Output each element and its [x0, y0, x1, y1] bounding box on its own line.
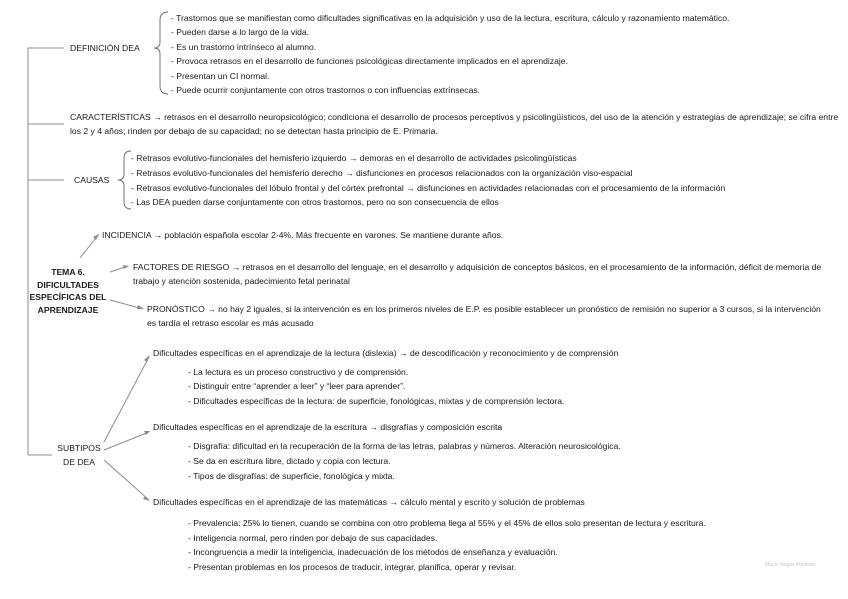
definicion-item: - Puede ocurrir conjuntamente con otros trastornos o con influencias extrínsecas. [171, 85, 481, 95]
arrowhead-escritura [144, 431, 150, 435]
causas-label: CAUSAS [74, 175, 110, 185]
arrowhead-incidencia [93, 234, 99, 240]
subtipo-heading-escritura: Dificultades específicas en el aprendizaje de la escritura → disgrafías y composición escrita [153, 422, 503, 432]
subtipo-item: - Tipos de disgrafías: de superficie, fonológica y mixta. [188, 471, 395, 481]
subtipo-item: - Se da en escritura libre, dictado y copia con lectura. [188, 456, 391, 466]
brace-causas [118, 151, 131, 209]
definicion-label: DEFINICIÓN DEA [70, 43, 140, 53]
subtipo-item: - Disgrafía: dificultad en la recuperación de la forma de las letras, palabras y números. Alteración neurosicológica. [188, 441, 621, 451]
center-title: TEMA 6. DIFICULTADES ESPECÍFICAS DEL APRENDIZAJE [29, 267, 107, 315]
arrow-lectura [104, 357, 149, 442]
subtipo-item: - Prevalencia: 25% lo tienen, cuando se combina con otro problema llega al 55% y el 45% de ellos solo presentan de lectura y escritura. [188, 518, 706, 528]
definicion-item: - Provoca retrasos en el desarrollo de funciones psicológicas directamente implicados en el aprendizaje. [171, 56, 568, 66]
arrowhead-lectura [144, 355, 150, 362]
subtipo-heading-lectura: Dificultades específicas en el aprendizaje de la lectura (dislexia) → de descodificación y reconocimiento y de comprensión [153, 348, 619, 358]
incidencia-text: INCIDENCIA → población española escolar 2-4%. Más frecuente en varones. Se mantiene durante años. [102, 230, 504, 240]
arrowhead-factores [123, 265, 129, 269]
definicion-item: - Pueden darse a lo largo de la vida. [171, 27, 310, 37]
subtipo-item: - Incongruencia a medir la inteligencia, inadecuación de los métodos de enseñanza y evaluación. [188, 547, 558, 557]
brace-definicion [154, 12, 168, 94]
subtipos-label: SUBTIPOS DE DEA [57, 443, 101, 467]
subtipo-heading-matematicas: Dificultades específicas en el aprendizaje de las matemáticas → cálculo mental y escrito y solución de problemas [153, 497, 585, 507]
arrow-escritura [104, 432, 149, 450]
definicion-item: - Trastornos que se manifiestan como dificultades significativas en la adquisición y uso de la lectura, escritura, cálculo y razonamiento matemático. [171, 13, 730, 23]
arrowhead-matematicas [143, 496, 150, 501]
subtipo-item: - La lectura es un proceso constructivo y de comprensión. [188, 367, 409, 377]
subtipo-item: - Dificultades específicas de la lectura: de superficie, fonológicas, mixtas y de comprensión lectora. [188, 396, 565, 406]
subtipo-item: - Presentan problemas en los procesos de traducir, integrar, planifica, operar y revisar. [188, 562, 517, 572]
factores-text: FACTORES DE RIESGO → retrasos en el desarrollo del lenguaje, en el desarrollo y adquisición de conceptos básicos, en el procesamiento de la información, déficit de memoria de trabajo y atención sostenida, padecimiento fetal perinatal [133, 262, 822, 286]
subtipo-item: - Inteligencia normal, pero rinden por debajo de sus capacidades. [188, 533, 438, 543]
causas-item: - Retrasos evolutivo-funcionales del hemisferio izquierdo → demoras en el desarrollo de actividades psicolingüísticas [131, 153, 577, 163]
pronostico-text: PRONÓSTICO → no hay 2 iguales, si la intervención es en los primeros niveles de E.P. es posible establecer un pronóstico de remisión no superior a 3 cursos, si la intervención es tardía el retraso escolar es más acusado [147, 304, 821, 328]
subtipo-item: - Distinguir entre “aprender a leer” y “leer para aprender”. [188, 381, 406, 391]
watermark: María Vargas Martínez [765, 562, 816, 568]
causas-item: - Las DEA pueden darse conjuntamente con otros trastornos, pero no son consecuencia de ellos [131, 197, 499, 207]
trunk-connector [28, 48, 64, 455]
definicion-item: - Presentan un CI normal. [171, 71, 270, 81]
causas-item: - Retrasos evolutivo-funcionales del hemisferio derecho → disfunciones en procesos relacionados con la organización viso-espacial [131, 168, 633, 178]
arrowhead-pronostico [137, 305, 144, 309]
arrow-matematicas [104, 460, 149, 500]
causas-item: - Retrasos evolutivo-funcionales del lóbulo frontal y del córtex prefrontal → disfunciones en actividades relacionadas con el procesamiento de la información [131, 183, 726, 193]
definicion-item: - Es un trastorno intrínseco al alumno. [171, 42, 317, 52]
caracteristicas-text: CARACTERÍSTICAS → retrasos en el desarrollo neuropsicológico; condiciona el desarrollo de procesos perceptivos y psicolingüísticos, del uso de la atención y estrategias de aprendizaje; se cifra entre los 2 y 4 años; rinden por debajo de su capacidad; no se detectan hasta principio de E. Primaria. [70, 112, 839, 136]
